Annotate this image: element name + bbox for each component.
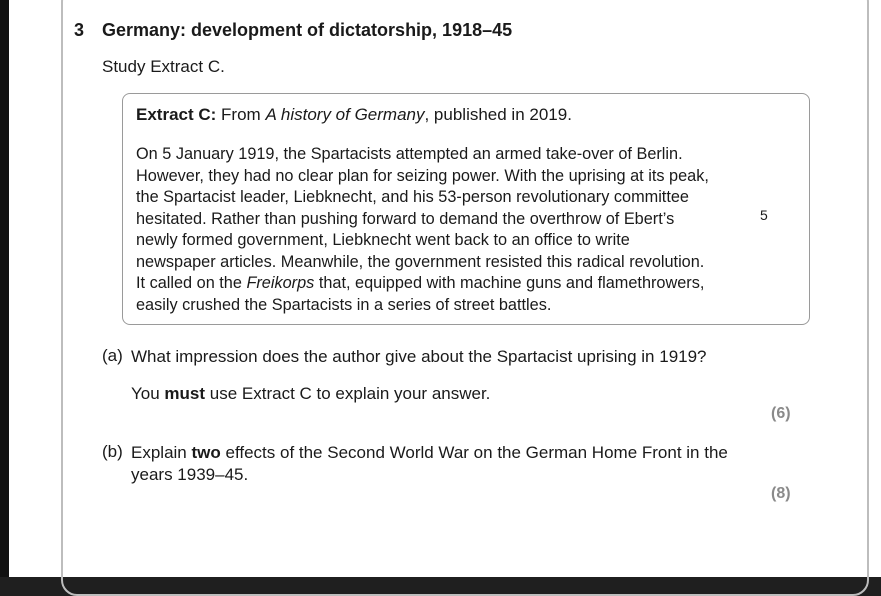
extract-published: , published in 2019. <box>424 105 572 124</box>
part-b-marks: (8) <box>771 485 791 502</box>
part-b-question-start: Explain <box>131 443 192 462</box>
part-a-marks: (6) <box>771 405 791 422</box>
extract-line-5: newly formed government, Liebknecht went back to an office to write <box>136 231 630 249</box>
extract-line-7-start: It called on the <box>136 274 247 292</box>
extract-line-4: hesitated. Rather than pushing forward to demand the overthrow of Ebert’s <box>136 209 675 228</box>
part-b-question <box>131 442 728 485</box>
extract-line-7-italic: Freikorps <box>246 274 315 292</box>
extract-line-7-end: that, equipped with machine guns and flamethrowers, <box>314 274 705 292</box>
part-a-instruction-bold: must <box>164 384 206 403</box>
extract-line-7 <box>136 273 776 295</box>
question-title: Germany: development of dictatorship, 1918–45 <box>102 20 513 40</box>
part-a-label: (a) <box>102 346 123 365</box>
part-a-instruction-start: You <box>131 384 165 403</box>
part-b-question-end: effects of the Second World War on the German Home Front in the <box>220 443 728 462</box>
extract-line-2: However, they had no clear plan for seizing power. With the uprising at its peak, <box>136 166 709 185</box>
extract-line-6: newspaper articles. Meanwhile, the government resisted this radical revolution. <box>136 252 705 271</box>
part-b-question-line-2: years 1939–45. <box>131 464 249 484</box>
extract-line-8: easily crushed the Spartacists in a series of street battles. <box>136 295 552 314</box>
left-edge-strip <box>0 0 9 577</box>
extract-text <box>136 144 776 316</box>
extract-source <box>136 105 572 125</box>
extract-from-prefix: From <box>221 105 266 124</box>
part-b-label: (b) <box>102 442 123 461</box>
part-b-question-bold: two <box>191 443 221 462</box>
extract-line-3: the Spartacist leader, Liebknecht, and his 53-person revolutionary committee <box>136 188 689 206</box>
extract-line-1: On 5 January 1919, the Spartacists attempted an armed take-over of Berlin. <box>136 145 683 163</box>
extract-book-title: A history of Germany <box>265 105 425 124</box>
question-number: 3 <box>74 20 85 40</box>
part-a-question: What impression does the author give about the Spartacist uprising in 1919? <box>131 347 707 366</box>
line-number-marker: 5 <box>760 207 768 223</box>
part-a-instruction <box>131 383 490 405</box>
extract-label: Extract C: <box>136 105 217 124</box>
part-a-instruction-end: use Extract C to explain your answer. <box>205 384 491 403</box>
study-instruction: Study Extract C. <box>102 57 225 76</box>
